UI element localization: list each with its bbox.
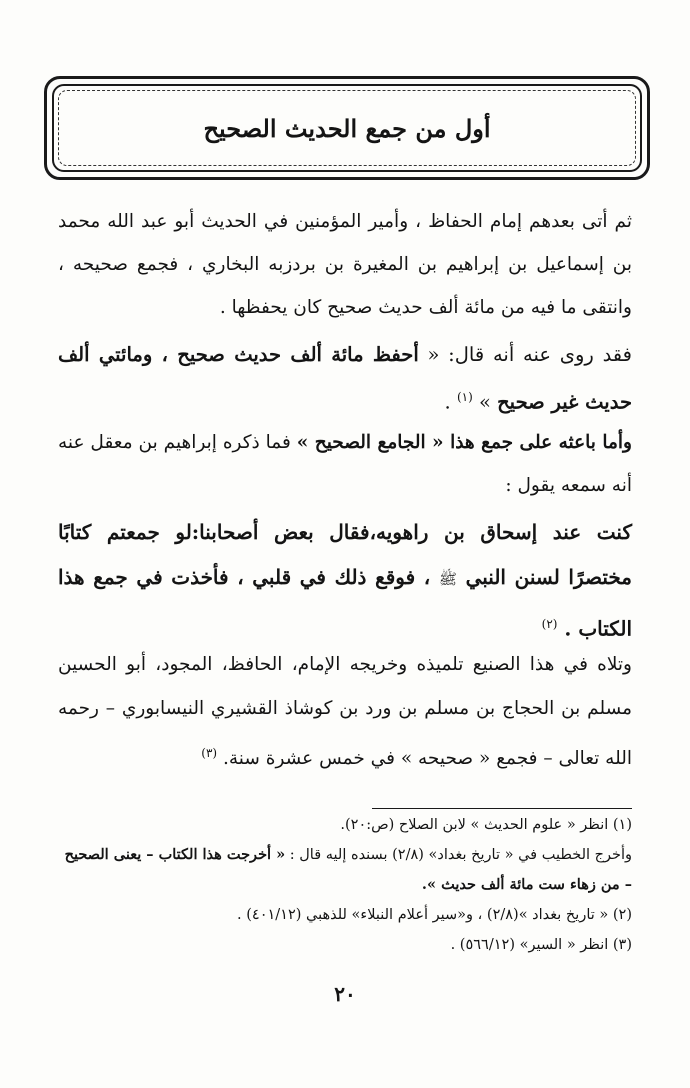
page-number: ٢٠ (334, 982, 356, 1006)
ishaq-quote-a: كنت عند إسحاق بن راهويه،فقال بعض أصحابنا:لو جمعتم كتابًا مختصرًا لسنن النبي (58, 520, 632, 589)
motivation-text: فما ذكره إبراهيم بن معقل عنه أنه سمعه يقول : (58, 432, 632, 496)
motivation-heading: وأما باعثه على جمع هذا « الجامع الصحيح » (296, 432, 632, 453)
quote-text: أحفظ مائة ألف حديث صحيح ، ومائتي ألف حديث غير صحيح (58, 343, 632, 414)
paragraph-muslim (58, 643, 632, 781)
footnote-3: (٣) انظر « السير» (٥٦٦/١٢) . (450, 937, 632, 953)
footnote-1b-b: « أخرجت هذا الكتاب – يعنى الصحيح – من زهاء ست مائة ألف حديث ». (64, 846, 632, 893)
footnotes (58, 810, 632, 960)
footnote-ref-2[interactable]: (٢) (541, 617, 558, 631)
ishaq-quote-b: ، فوقع ذلك في قلبي ، فأخذت في جمع هذا الكتاب . (58, 565, 632, 641)
paragraph-ishaq-quote (58, 510, 632, 652)
paragraph-motivation (58, 421, 632, 507)
quote-close: » (472, 390, 498, 414)
footnote-ref-1[interactable]: (١) (456, 390, 473, 404)
paragraph-bukhari: ثم أتى بعدهم إمام الحفاظ ، وأمير المؤمنين في الحديث أبو عبد الله محمد بن إسماعيل بن إبراهيم بن المغيرة بن بردزبه البخاري ، فجمع صحيحه ، وانتقى ما فيه من مائة ألف حديث صحيح كان يحفظها . (58, 211, 633, 318)
footnote-1b-a: وأخرج الخطيب في « تاريخ بغداد» (٢/٨) بسنده إليه قال : (285, 847, 632, 863)
footnote-1: (١) انظر « علوم الحديث » لابن الصلاح (ص:٢٠). (340, 817, 632, 833)
salawat-glyph: ﷺ (438, 570, 457, 588)
footnote-ref-3[interactable]: (٣) (201, 746, 218, 760)
quote-intro: فقد روى عنه أنه قال: « (418, 343, 632, 366)
paragraph-bukhari-quote (58, 333, 632, 424)
footnote-1-continued (58, 840, 632, 900)
footnote-separator (372, 808, 632, 809)
chapter-title: أول من جمع الحديث الصحيح (203, 113, 491, 143)
quote-dot: . (444, 390, 457, 414)
muslim-text: وتلاه في هذا الصنيع تلميذه وخريجه الإمام، الحافظ، المجود، أبو الحسين مسلم بن الحجاج بن مسلم بن ورد بن كوشاذ القشيري النيسابوري – رحمه الله تعالى – فجمع « صحيحه » في خمس عشرة سنة. (58, 654, 632, 770)
footnote-2: (٢) « تاريخ بغداد »(٢/٨) ، و«سير أعلام النبلاء» للذهبي (٤٠١/١٢) . (237, 907, 632, 923)
